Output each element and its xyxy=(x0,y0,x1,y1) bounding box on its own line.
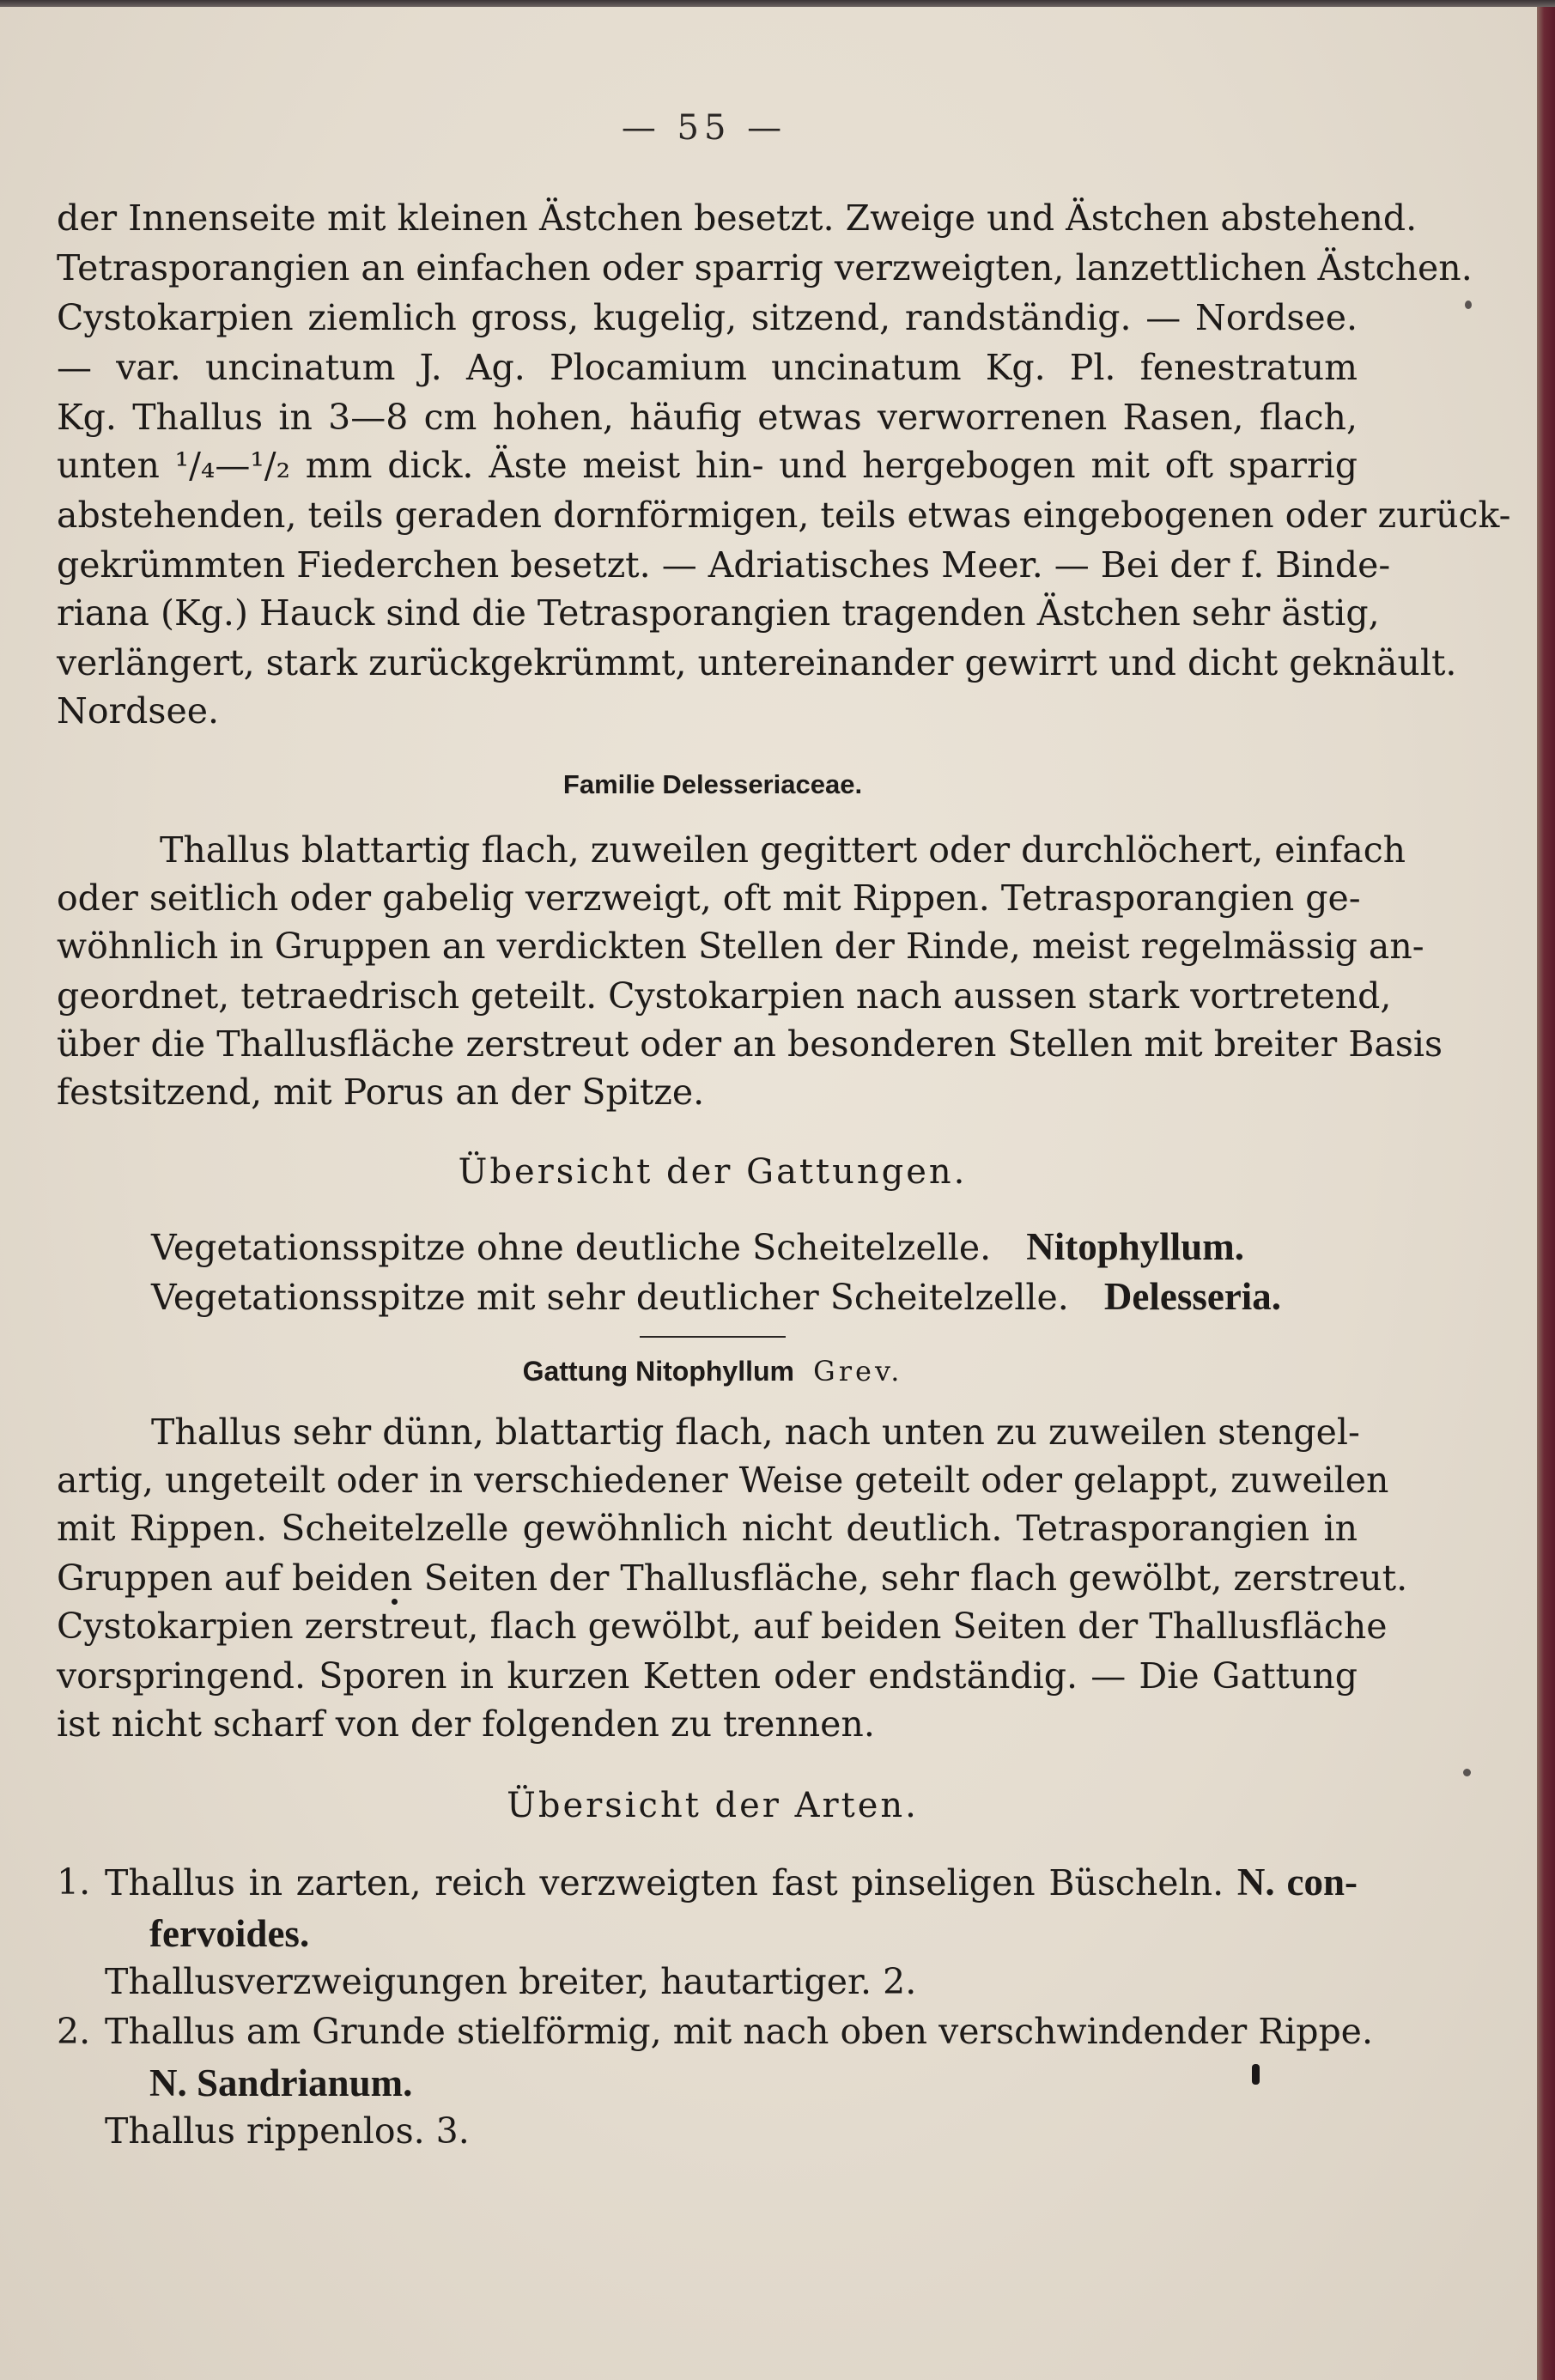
ink-speck xyxy=(1465,301,1472,309)
species-overview-heading: Übersicht der Arten. xyxy=(507,1786,919,1825)
key-alternative: Thallusverzweigungen breiter, hautartiger. 2. xyxy=(105,1961,917,2002)
species-name: fervoides. xyxy=(149,1912,310,1955)
key-item-line: Thallus am Grunde stielförmig, mit nach oben verschwindender Rippe. xyxy=(105,2011,1373,2052)
text-line: der Innenseite mit kleinen Ästchen besetzt. Zweige und Ästchen abstehend. xyxy=(57,197,1418,239)
scan-top-edge xyxy=(0,0,1555,7)
text-line: abstehenden, teils geraden dornförmigen, teils etwas eingebogenen oder zurück- xyxy=(57,495,1511,536)
text-line: Thallus sehr dünn, blattartig flach, nach unten zu zuweilen stengel- xyxy=(151,1412,1360,1453)
text-line: unten ¹/₄—¹/₂ mm dick. Äste meist hin- und hergebogen mit oft sparrig xyxy=(57,445,1358,486)
text-line: vorspringend. Sporen in kurzen Ketten oder endständig. — Die Gattung xyxy=(57,1655,1358,1697)
family-heading: Familie Delesseriaceae. xyxy=(562,769,863,799)
text-line: — var. uncinatum J. Ag. Plocamium uncinatum Kg. Pl. fenestratum xyxy=(57,347,1358,388)
text-line: Cystokarpien zerstreut, flach gewölbt, auf beiden Seiten der Thallusfläche xyxy=(57,1606,1388,1647)
text-line: geordnet, tetraedrisch geteilt. Cystokarpien nach aussen stark vortretend, xyxy=(57,975,1392,1017)
section-divider xyxy=(640,1336,786,1338)
key-item-number: 2. xyxy=(57,2011,91,2052)
text-line: wöhnlich in Gruppen an verdickten Stellen der Rinde, meist regelmässig an- xyxy=(57,926,1424,967)
text-line: festsitzend, mit Porus an der Spitze. xyxy=(57,1072,705,1113)
text-line: ist nicht scharf von der folgenden zu trennen. xyxy=(57,1703,875,1745)
key-item-number: 1. xyxy=(57,1861,91,1903)
text-line: gekrümmten Fiederchen besetzt. — Adriatisches Meer. — Bei der f. Binde- xyxy=(57,544,1391,586)
text-line: Gruppen auf beiden Seiten der Thallusfläche, sehr flach gewölbt, zerstreut. xyxy=(57,1557,1408,1599)
book-cover-edge xyxy=(1537,0,1555,2380)
text-line: Thallus blattartig flach, zuweilen gegittert oder durchlöchert, einfach xyxy=(160,829,1406,871)
key-item-line xyxy=(105,1858,1358,1907)
text-line: riana (Kg.) Hauck sind die Tetrasporangien tragenden Ästchen sehr ästig, xyxy=(57,592,1380,634)
text-line: Tetrasporangien an einfachen oder sparrig verzweigten, lanzettlichen Ästchen. xyxy=(57,247,1473,288)
species-name: N. con- xyxy=(1236,1861,1358,1903)
text-line: Cystokarpien ziemlich gross, kugelig, sitzend, randständig. — Nordsee. xyxy=(57,297,1358,338)
key-text: Thallus in zarten, reich verzweigten fast pinseligen Büscheln. xyxy=(105,1862,1224,1903)
species-name-continued xyxy=(149,1909,309,1958)
ink-speck xyxy=(392,1599,398,1605)
genus-heading-name: Gattung Nitophyllum xyxy=(522,1356,794,1387)
key-text: Vegetationsspitze mit sehr deutlicher Scheitelzelle. xyxy=(151,1277,1069,1318)
key-text: Vegetationsspitze ohne deutliche Scheitelzelle. xyxy=(151,1227,992,1268)
text-line: oder seitlich oder gabelig verzweigt, oft mit Rippen. Tetrasporangien ge- xyxy=(57,877,1361,919)
genus-name: Delesseria. xyxy=(1103,1275,1282,1318)
text-line: über die Thallusfläche zerstreut oder an besonderen Stellen mit breiter Basis xyxy=(57,1023,1443,1065)
ink-speck xyxy=(1463,1769,1471,1776)
text-line: Kg. Thallus in 3—8 cm hohen, häufig etwas verworrenen Rasen, flach, xyxy=(57,397,1358,438)
text-line: Nordsee. xyxy=(57,690,220,732)
genera-overview-heading: Übersicht der Gattungen. xyxy=(458,1152,968,1192)
genus-heading-author: Grev. xyxy=(813,1355,903,1387)
text-line: artig, ungeteilt oder in verschiedener Weise geteilt oder gelappt, zuweilen xyxy=(57,1460,1389,1501)
text-line: verlängert, stark zurückgekrümmt, untereinander gewirrt und dicht geknäult. xyxy=(57,642,1457,683)
species-name-line xyxy=(149,2059,412,2108)
ink-speck xyxy=(1252,2064,1260,2085)
genus-heading xyxy=(34,1355,1391,1387)
species-name: N. Sandrianum. xyxy=(149,2061,413,2104)
genus-name: Nitophyllum. xyxy=(1026,1225,1245,1268)
page-number: — 55 — xyxy=(621,108,787,148)
key-alternative: Thallus rippenlos. 3. xyxy=(105,2110,470,2152)
genera-key-line xyxy=(151,1272,1281,1321)
genera-key-line xyxy=(151,1223,1244,1272)
text-line: mit Rippen. Scheitelzelle gewöhnlich nicht deutlich. Tetrasporangien in xyxy=(57,1508,1358,1549)
